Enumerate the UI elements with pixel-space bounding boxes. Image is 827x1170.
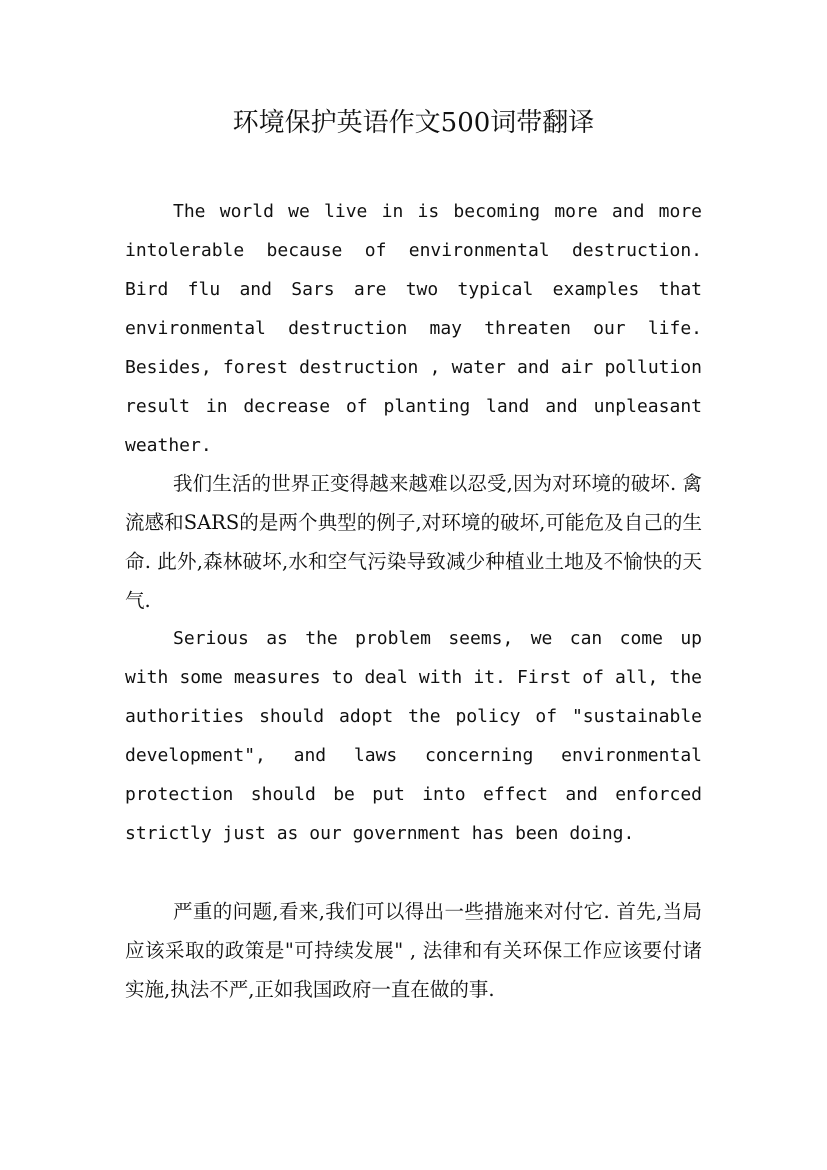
- paragraph-chinese-1: 我们生活的世界正变得越来越难以忍受,因为对环境的破坏. 禽流感和SARS的是两个典型的例子,对环境的破坏,可能危及自己的生命. 此外,森林破坏,水和空气污染导致减少种植业土地及不愉快的天气.: [125, 472, 702, 612]
- paragraph-english-2: Serious as the problem seems, we can come up with some measures to deal with it. First of all, the authorities should adopt the policy of "sustainable development", and laws concerning environmental protection should be put into effect and enforced strictly just as our government has been doing.: [125, 628, 702, 844]
- paragraph-english-1: The world we live in is becoming more and more intolerable because of environmental destruction. Bird flu and Sars are two typical examples that environmental destruction may threaten our life. Besides, forest destruction , water and air pollution result in decrease of planting land and unpleasant weather.: [125, 201, 702, 456]
- document-title: 环境保护英语作文500词带翻译: [232, 108, 595, 138]
- paragraph-chinese-2: 严重的问题,看来,我们可以得出一些措施来对付它. 首先,当局应该采取的政策是"可持续发展" , 法律和有关环保工作应该要付诸实施,执法不严,正如我国政府一直在做的事.: [125, 900, 702, 1001]
